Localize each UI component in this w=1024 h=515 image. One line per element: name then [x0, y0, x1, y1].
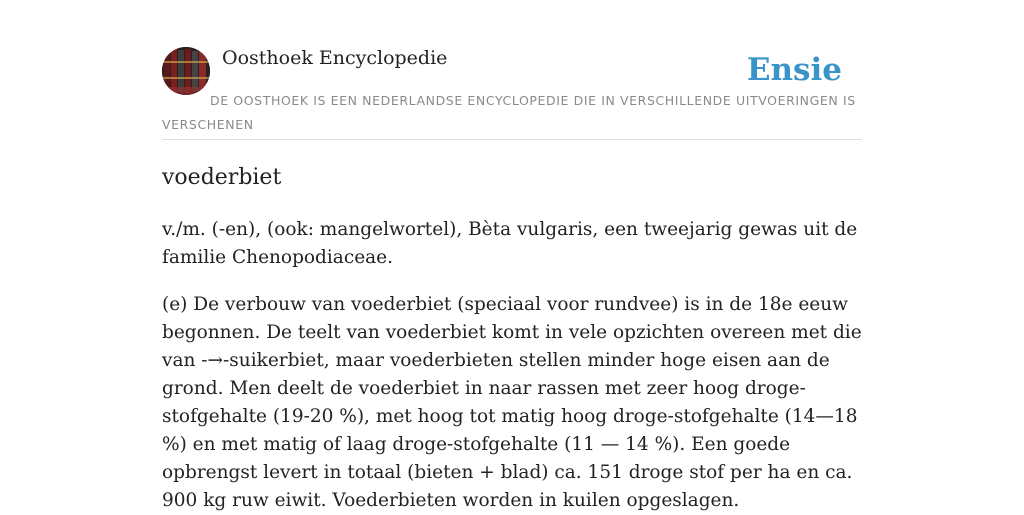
page-container [162, 0, 862, 511]
site-header [162, 0, 862, 140]
site-name[interactable]: Oosthoek Encyclopedie [222, 47, 448, 69]
encyclopedia-books-avatar[interactable] [162, 47, 210, 95]
books-icon [162, 47, 210, 95]
brand-logo[interactable]: Ensie [746, 52, 842, 88]
entry-title: voederbiet [162, 165, 282, 190]
entry-body: (e) De verbouw van voederbiet (speciaal voor rundvee) is in de 18e eeuw begonnen. De teelt van voederbiet komt in vele opzichten overeen met die van -→-suikerbiet, maar voederbieten stellen minder hoge eisen aan de grond. Men deelt de voederbiet in naar rassen met zeer hoog droge-stofgehalte (19-20 %), met hoog tot matig hoog droge-stofgehalte (14—18 %) en met matig of laag droge-stofgehalte (11 — 14 %). Een goede opbrengst levert in totaal (bieten + blad) ca. 151 droge stof per ha en ca. 900 kg ruw eiwit. Voederbieten worden in kuilen opgeslagen. [162, 294, 862, 511]
site-tagline: DE OOSTHOEK IS EEN NEDERLANDSE ENCYCLOPEDIE DIE IN VERSCHILLENDE UITVOERINGEN IS VERSCHENEN [162, 93, 856, 132]
entry-definition: v./m. (-en), (ook: mangelwortel), Bèta vulgaris, een tweejarig gewas uit de familie Chenopodiaceae. [162, 219, 858, 268]
